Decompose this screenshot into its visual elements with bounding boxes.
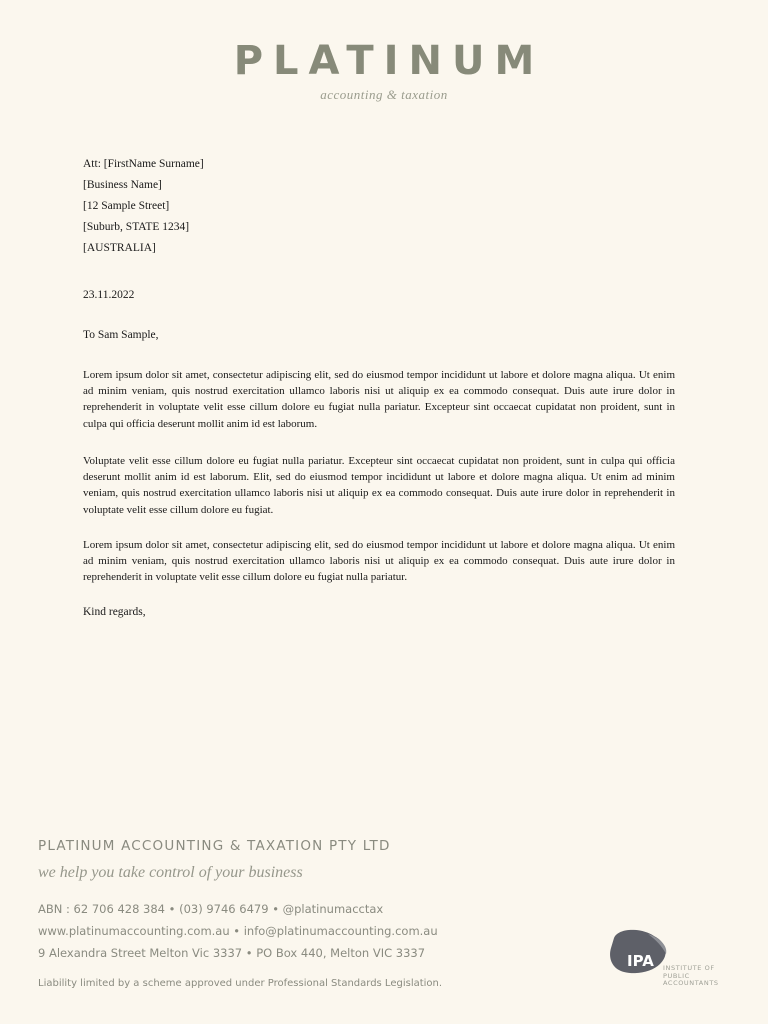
body-paragraph: Lorem ipsum dolor sit amet, consectetur adipiscing elit, sed do eiusmod tempor incididunt ut labore et dolore magna aliqua. Ut enim ad minim veniam, quis nostrud exercitation ullamco laboris nisi ut aliquip ex ea commodo consequat. Duis aute irure dolor in reprehenderit in voluptate velit esse cillum dolore eu fugiat nulla pariatur. Excepteur sint occaecat cupidatat non proident, sunt in culpa qui officia deserunt mollit anim id est laborum. <box>83 369 675 430</box>
ipa-logo-mark-text: IPA <box>627 952 654 970</box>
letter-closing: Kind regards, <box>83 606 146 618</box>
footer-contact-line: ABN : 62 706 428 384 • (03) 9746 6479 • @platinumacctax <box>38 902 384 916</box>
recipient-suburb: [Suburb, STATE 1234] <box>83 221 190 233</box>
letter-salutation: To Sam Sample, <box>83 329 159 341</box>
recipient-street: [12 Sample Street] <box>83 200 170 212</box>
ipa-logo-line: PUBLIC <box>663 971 690 980</box>
recipient-business: [Business Name] <box>83 179 162 191</box>
ipa-logo-text <box>663 965 719 988</box>
footer-motto: we help you take control of your business <box>38 864 303 881</box>
company-logo-tagline: accounting & taxation <box>320 87 448 102</box>
ipa-logo-line: INSTITUTE OF <box>663 964 715 972</box>
recipient-country: [AUSTRALIA] <box>83 242 156 254</box>
recipient-address-block <box>83 154 673 259</box>
footer-address-line: 9 Alexandra Street Melton Vic 3337 • PO Box 440, Melton VIC 3337 <box>38 946 426 960</box>
footer-company-name: PLATINUM ACCOUNTING & TAXATION PTY LTD <box>38 838 391 854</box>
footer-liability-note: Liability limited by a scheme approved under Professional Standards Legislation. <box>38 978 443 989</box>
ipa-logo-line: ACCOUNTANTS <box>663 979 719 987</box>
letter-date: 23.11.2022 <box>83 289 135 301</box>
recipient-attention: Att: [FirstName Surname] <box>83 158 204 170</box>
footer-web-email-line: www.platinumaccounting.com.au • info@platinumaccounting.com.au <box>38 924 438 938</box>
body-paragraph: Lorem ipsum dolor sit amet, consectetur adipiscing elit, sed do eiusmod tempor incididunt ut labore et dolore magna aliqua. Ut enim ad minim veniam, quis nostrud exercitation ullamco laboris nisi ut aliquip ex ea commodo consequat. Duis aute irure dolor in reprehenderit in voluptate velit esse cillum dolore eu fugiat nulla pariatur. <box>83 539 675 584</box>
body-paragraph: Voluptate velit esse cillum dolore eu fugiat nulla pariatur. Excepteur sint occaecat cupidatat non proident, sunt in culpa qui officia deserunt mollit anim id est laborum. Elit, sed do eiusmod tempor incididunt ut labore et dolore magna aliqua. Ut enim ad minim veniam, quis nostrud exercitation ullamco laboris nisi ut aliquip ex ea commodo consequat. Duis aute irure dolor in reprehenderit in voluptate velit esse cillum dolore eu fugiat. <box>83 455 675 516</box>
ipa-logo-icon <box>608 928 670 976</box>
company-logo-wordmark: PLATINUM <box>233 38 545 84</box>
